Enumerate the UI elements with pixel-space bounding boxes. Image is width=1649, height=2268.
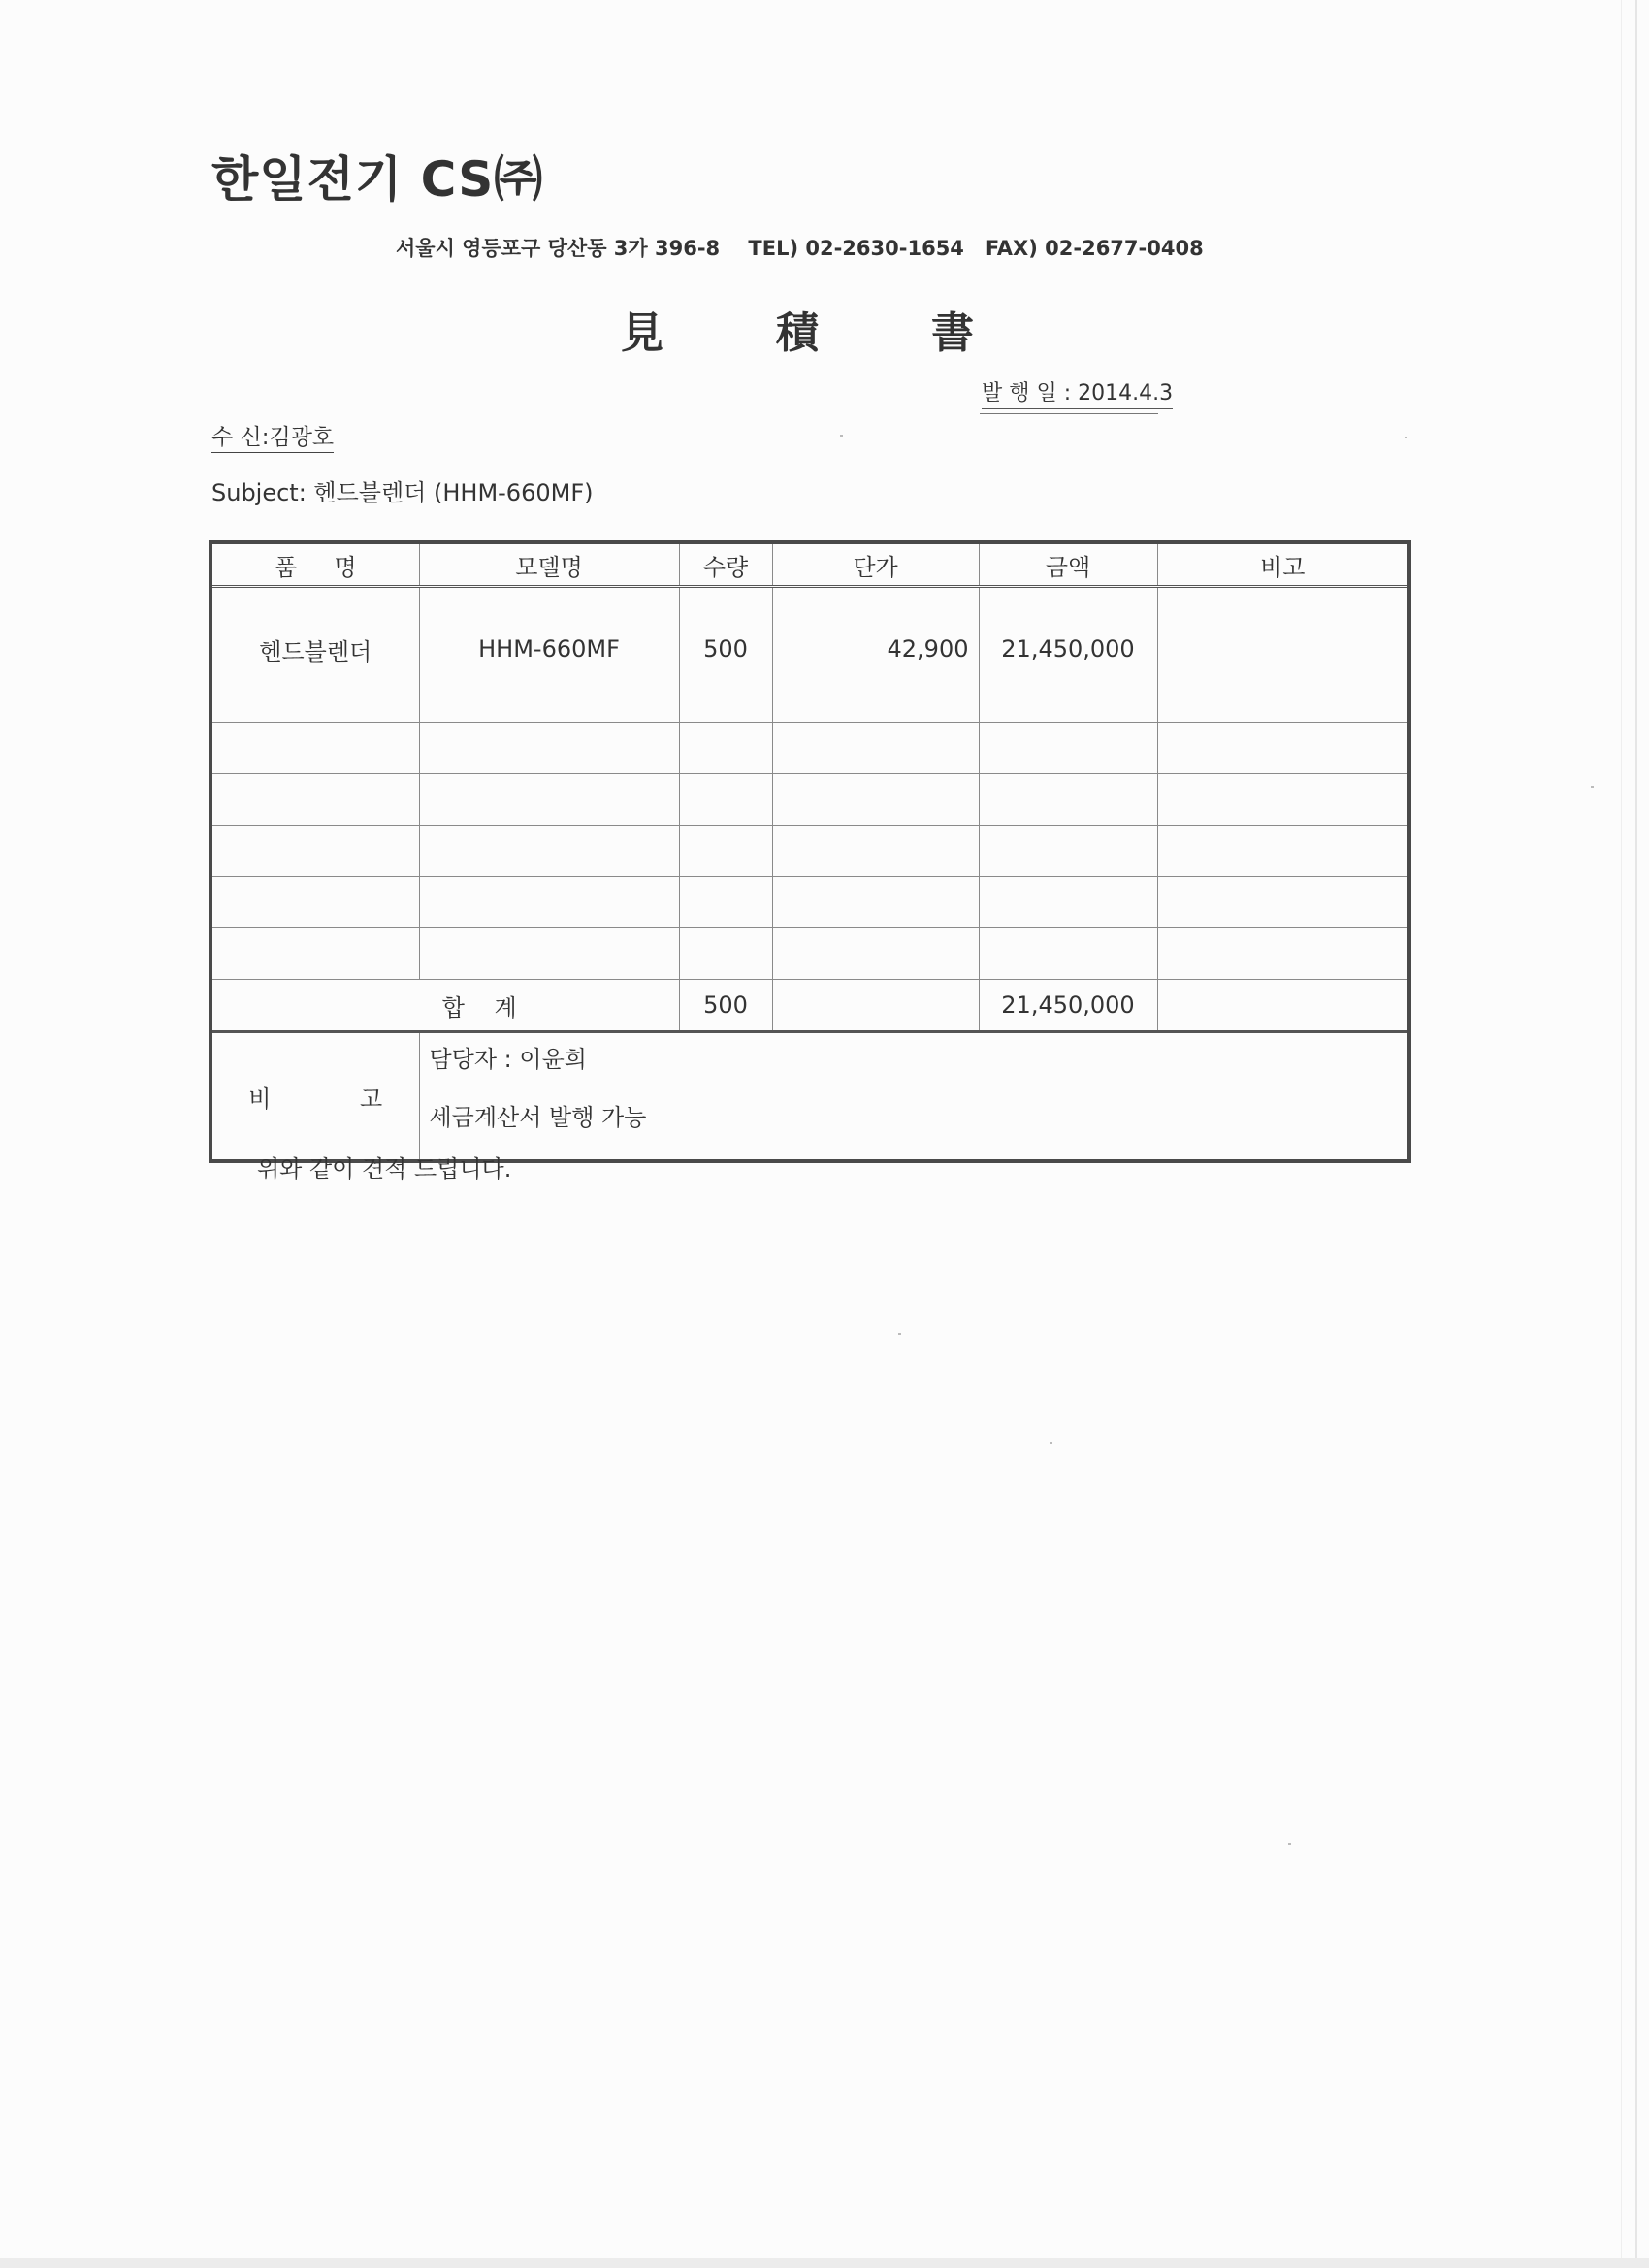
company-name: 한일전기 CS㈜ [211,151,544,208]
table-row-empty [210,723,1409,774]
remarks-manager: 담당자 : 이윤희 [429,1046,587,1073]
table-row-empty [210,826,1409,877]
quotation-table [209,540,1411,1163]
closing-statement: 위와 같이 견적 드립니다. [257,1155,512,1183]
total-quantity: 500 [679,980,772,1032]
title-char-2: 積 [776,308,821,358]
cell-amount: 21,450,000 [979,587,1157,723]
title-char-1: 見 [621,308,665,358]
header-quantity: 수량 [679,542,772,587]
table-header-row [210,542,1409,587]
header-item-name: 품 명 [210,542,419,587]
table-row [210,587,1409,723]
cell-quantity: 500 [679,587,772,723]
table-row-empty [210,928,1409,980]
cell-unit-price: 42,900 [772,587,979,723]
table-row-empty [210,877,1409,928]
issue-date-underline [980,413,1158,414]
scan-speck [840,435,843,437]
cell-item-name: 헨드블렌더 [210,587,419,723]
header-amount: 금액 [979,542,1157,587]
table-row-empty [210,774,1409,826]
remarks-tax-invoice: 세금계산서 발행 가능 [429,1104,647,1131]
document-title [621,298,1086,360]
issue-date-label: 발 행 일 : [982,381,1079,405]
total-unit-price-empty [772,980,979,1032]
scan-edge-inner [1621,0,1622,2268]
remarks-body [419,1032,1409,1162]
scan-speck [1591,786,1594,788]
scan-speck [898,1333,901,1335]
scan-edge [1635,0,1637,2268]
company-address: 서울시 영등포구 당산동 3가 396-8 TEL) 02-2630-1654 FAX) 02-2677-0408 [396,237,1204,260]
total-amount: 21,450,000 [979,980,1157,1032]
issue-date [982,376,1173,409]
header-note: 비고 [1157,542,1409,587]
scan-speck [1288,1843,1291,1845]
recipient: 수 신:김광호 [211,419,334,453]
issue-date-value: 2014.4.3 [1078,381,1174,405]
total-note-empty [1157,980,1409,1032]
cell-model: HHM-660MF [419,587,679,723]
scan-speck [1050,1442,1052,1444]
header-model: 모델명 [419,542,679,587]
header-unit-price: 단가 [772,542,979,587]
scan-edge-bottom [0,2258,1649,2268]
total-label: 합 계 [210,980,679,1032]
remarks-label: 비 고 [210,1032,419,1162]
cell-note [1157,587,1409,723]
remarks-row [210,1032,1409,1162]
total-row [210,980,1409,1032]
title-char-3: 書 [931,308,976,358]
subject: Subject: 헨드블렌더 (HHM-660MF) [211,479,594,506]
scan-speck [1405,437,1407,438]
